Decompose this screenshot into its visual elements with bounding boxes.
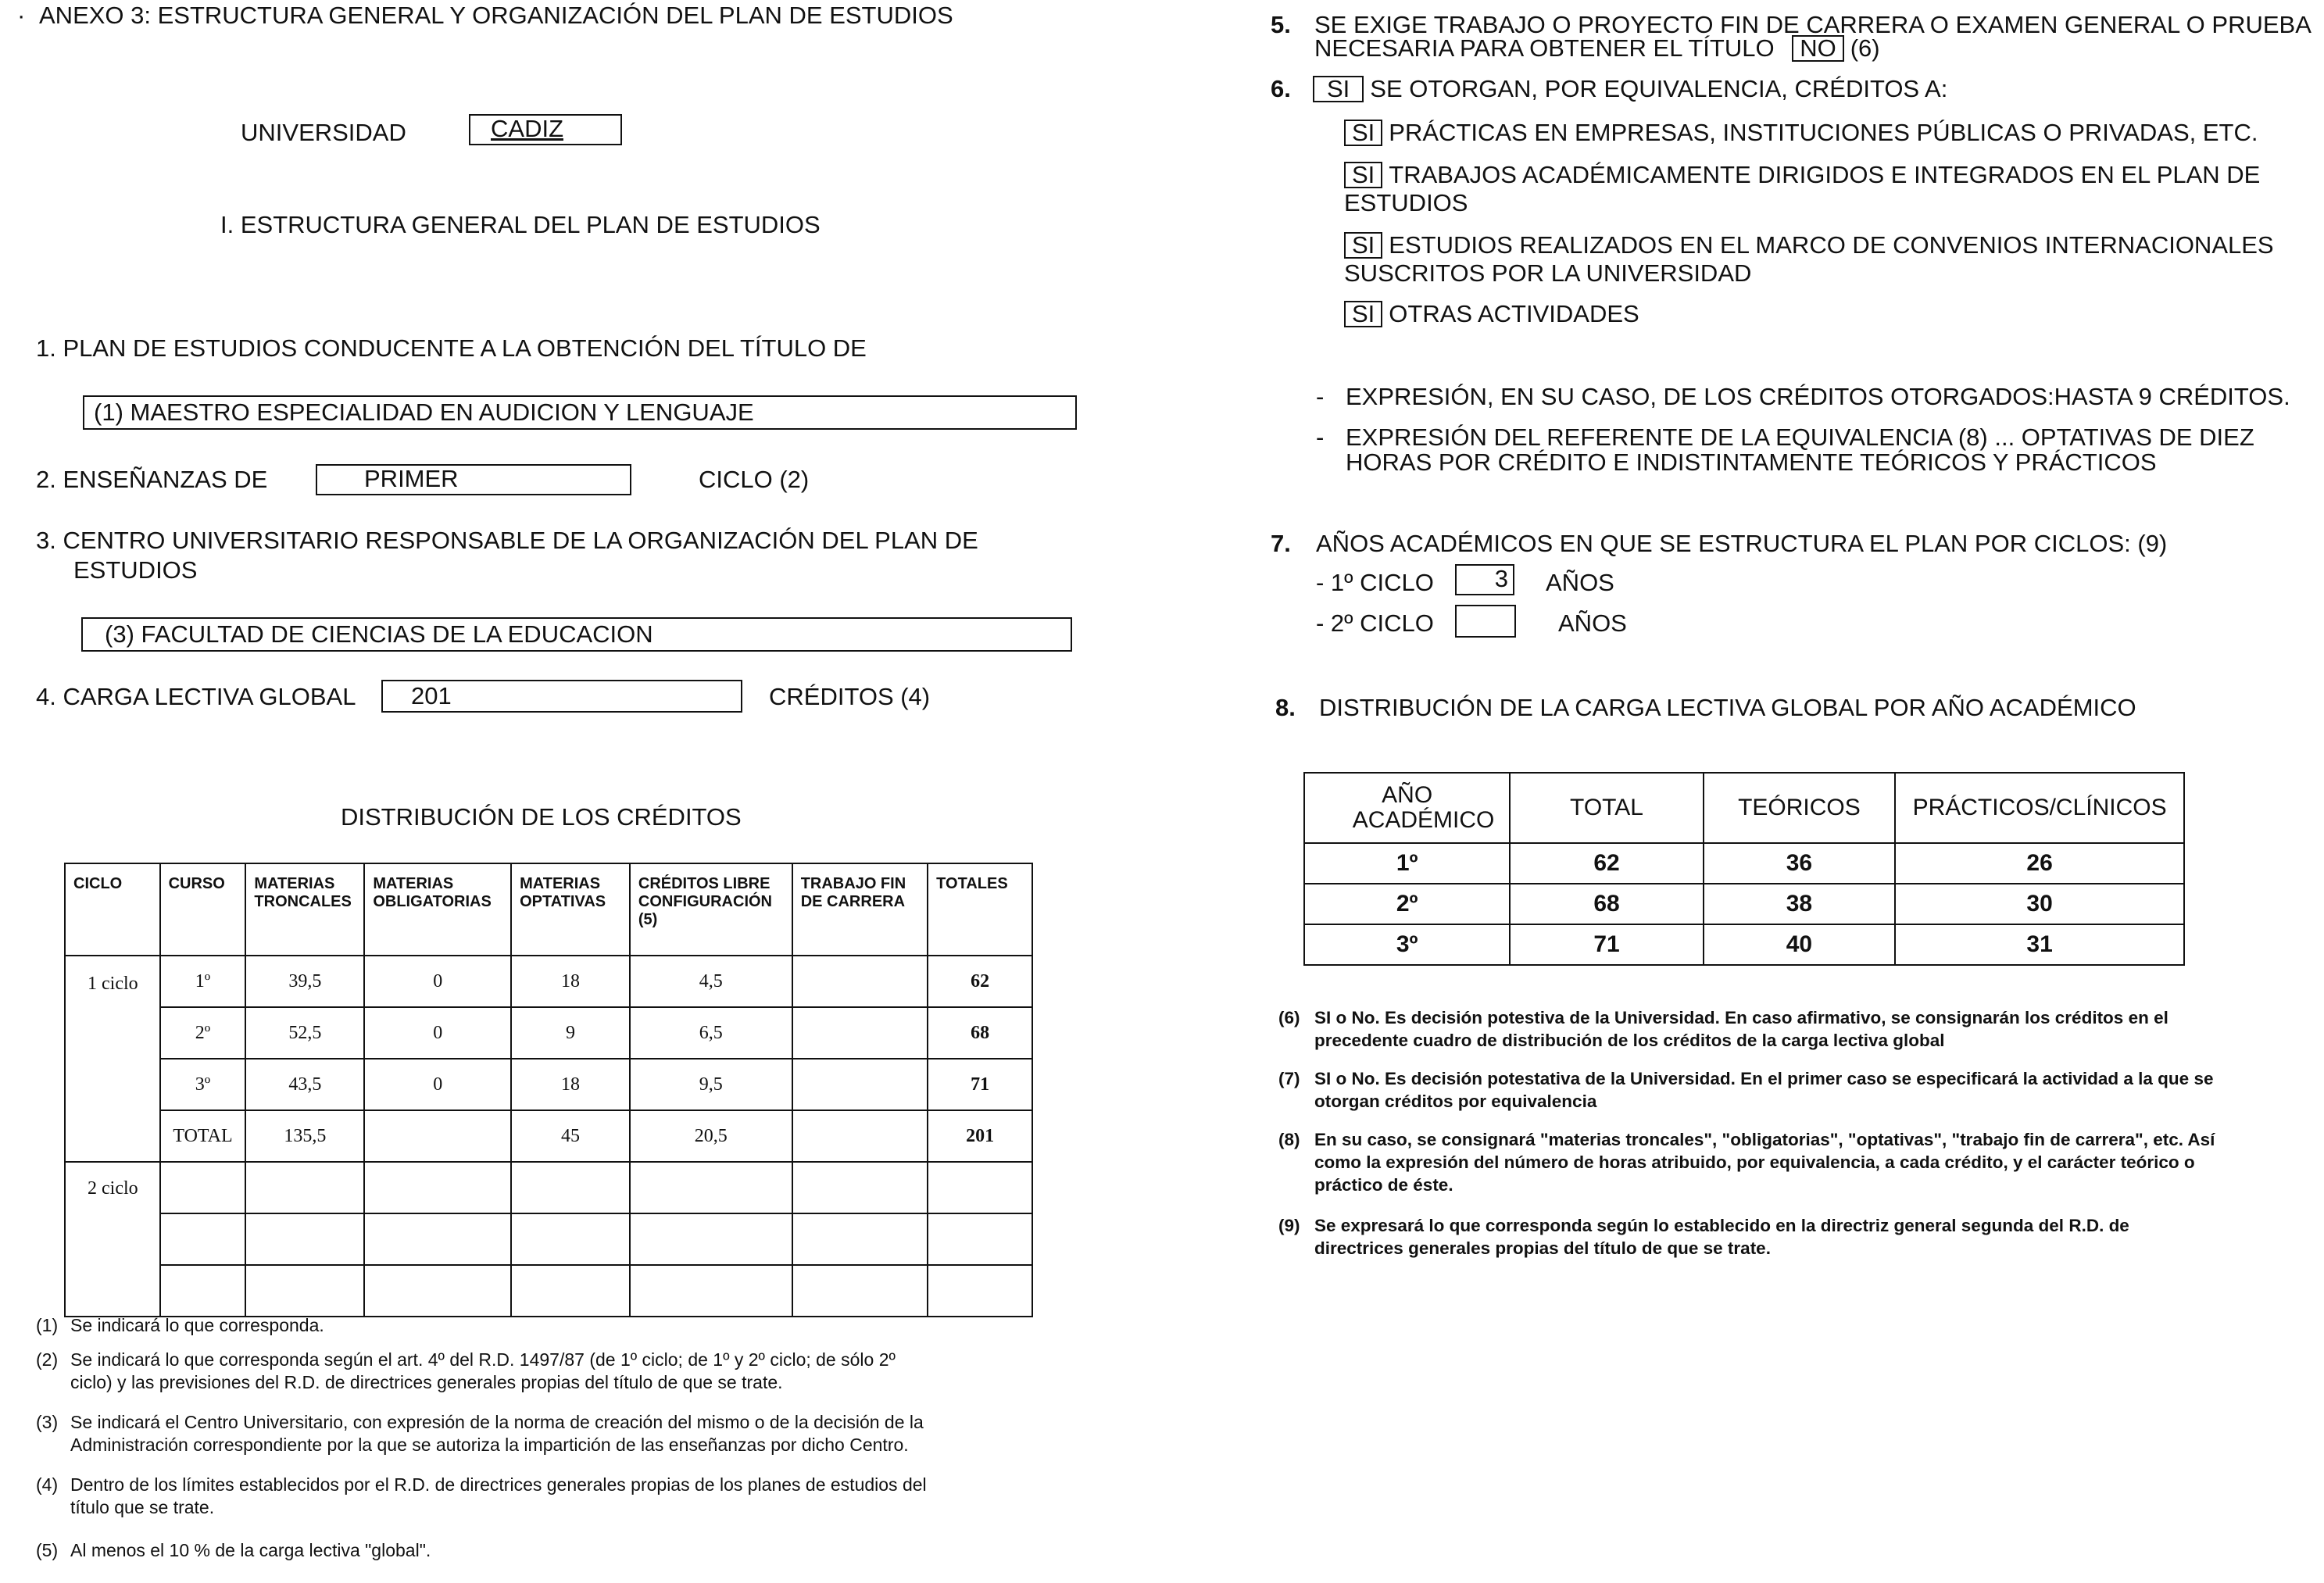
libre-cell: 20,5 [630, 1110, 792, 1162]
total-cell: 71 [1510, 924, 1703, 965]
empty-cell [364, 1265, 511, 1317]
table-row-total [65, 1110, 1032, 1162]
footnote-number: (2) [36, 1349, 59, 1370]
equivalence-value-box: SI [1344, 301, 1382, 327]
item3-label-line2: ESTUDIOS [73, 556, 198, 584]
obligatorias-cell: 0 [364, 956, 511, 1007]
troncales-cell: 52,5 [245, 1007, 364, 1059]
totales-cell: 201 [928, 1110, 1032, 1162]
empty-cell [245, 1213, 364, 1265]
university-label: UNIVERSIDAD [241, 119, 406, 146]
item6-line [1313, 75, 1947, 103]
center-field: (3) FACULTAD DE CIENCIAS DE LA EDUCACION [81, 617, 1072, 652]
equivalence-item [1344, 231, 2274, 259]
equivalence-value-box: SI [1344, 232, 1382, 259]
table-row [65, 1162, 1032, 1213]
annual-load-table [1303, 772, 2185, 966]
footnote-text: Se indicará lo que corresponda. [70, 1315, 324, 1335]
footnote-text: práctico de éste. [1314, 1175, 1453, 1195]
totales-cell: 62 [928, 956, 1032, 1007]
credits-field: 201 [381, 680, 742, 713]
bullet: - [1316, 423, 1325, 451]
item8-text: DISTRIBUCIÓN DE LA CARGA LECTIVA GLOBAL POR AÑO ACADÉMICO [1319, 694, 2136, 721]
ciclo1-cell: 1 ciclo [65, 956, 160, 1162]
empty-cell [511, 1265, 630, 1317]
troncales-cell: 39,5 [245, 956, 364, 1007]
header-libre-configuracion: CRÉDITOS LIBRE CONFIGURACIÓN (5) [630, 863, 792, 956]
equivalence-item-cont: SUSCRITOS POR LA UNIVERSIDAD [1344, 259, 1752, 287]
empty-cell [630, 1162, 792, 1213]
cycle1-label: - 1º CICLO [1316, 569, 1434, 596]
cycle-field: PRIMER [316, 464, 631, 495]
item1-label: 1. PLAN DE ESTUDIOS CONDUCENTE A LA OBTENCIÓN DEL TÍTULO DE [36, 334, 867, 362]
troncales-cell: 43,5 [245, 1059, 364, 1110]
item5-line1: SE EXIGE TRABAJO O PROYECTO FIN DE CARRERA O EXAMEN GENERAL O PRUEBA [1314, 11, 2311, 38]
totales-cell: 71 [928, 1059, 1032, 1110]
header-curso: CURSO [160, 863, 246, 956]
item8-number: 8. [1275, 694, 1296, 721]
item7-number: 7. [1271, 530, 1291, 557]
footnote-text: Se expresará lo que corresponda según lo establecido en la directriz general segunda del R.D. de [1314, 1216, 2129, 1235]
annex-title: ANEXO 3: ESTRUCTURA GENERAL Y ORGANIZACIÓN DEL PLAN DE ESTUDIOS [39, 2, 953, 29]
credits-distribution-table [64, 863, 1033, 1317]
anio-cell: 2º [1304, 884, 1510, 924]
practicos-cell: 31 [1895, 924, 2184, 965]
item6-text: SE OTORGAN, POR EQUIVALENCIA, CRÉDITOS A: [1370, 75, 1948, 102]
optativas-cell: 18 [511, 1059, 630, 1110]
footnote-number: (7) [1278, 1069, 1300, 1088]
empty-cell [792, 1265, 928, 1317]
header-trabajo-fin: TRABAJO FIN DE CARRERA [792, 863, 928, 956]
item5-footnote-ref: (6) [1850, 34, 1880, 62]
footnote-text: precedente cuadro de distribución de los créditos de la carga lectiva global [1314, 1031, 1945, 1050]
empty-cell [928, 1265, 1032, 1317]
footnote-number: (6) [1278, 1008, 1300, 1027]
header-teoricos: TEÓRICOS [1704, 773, 1896, 843]
header-ciclo: CICLO [65, 863, 160, 956]
anio-cell: 3º [1304, 924, 1510, 965]
empty-cell [511, 1213, 630, 1265]
cycle1-years-field: 3 [1455, 564, 1514, 595]
equivalence-text: ESTUDIOS REALIZADOS EN EL MARCO DE CONVENIOS INTERNACIONALES [1389, 231, 2274, 259]
final-project-required-box: NO [1792, 35, 1844, 62]
empty-cell [792, 1162, 928, 1213]
equivalence-reference-line1: EXPRESIÓN DEL REFERENTE DE LA EQUIVALENCIA (8) ... OPTATIVAS DE DIEZ [1346, 423, 2254, 451]
cycle2-years-field [1455, 605, 1516, 638]
footnote-number: (5) [36, 1540, 59, 1560]
table-row [65, 1007, 1032, 1059]
equivalence-item-cont: ESTUDIOS [1344, 189, 1468, 216]
empty-cell [928, 1162, 1032, 1213]
item5-text: NECESARIA PARA OBTENER EL TÍTULO [1314, 34, 1775, 62]
item7-text: AÑOS ACADÉMICOS EN QUE SE ESTRUCTURA EL PLAN POR CICLOS: (9) [1316, 530, 2168, 557]
header-totales: TOTALES [928, 863, 1032, 956]
table-row [65, 1213, 1032, 1265]
footnote-text: Al menos el 10 % de la carga lectiva "global". [70, 1540, 431, 1560]
item6-number: 6. [1271, 75, 1291, 102]
equivalence-text: PRÁCTICAS EN EMPRESAS, INSTITUCIONES PÚBLICAS O PRIVADAS, ETC. [1389, 119, 2258, 146]
empty-cell [511, 1162, 630, 1213]
item5-number: 5. [1271, 11, 1291, 38]
equivalence-text: OTRAS ACTIVIDADES [1389, 300, 1639, 327]
footnote-text: título que se trate. [70, 1497, 215, 1517]
title-field: (1) MAESTRO ESPECIALIDAD EN AUDICION Y LENGUAJE [83, 395, 1077, 430]
equivalence-item [1344, 119, 2258, 147]
total-cell: 68 [1510, 884, 1703, 924]
footnote-text: Administración correspondiente por la que se autoriza la impartición de las enseñanzas por dicho Centro. [70, 1435, 909, 1455]
empty-cell [245, 1162, 364, 1213]
curso-cell: TOTAL [160, 1110, 246, 1162]
libre-cell: 9,5 [630, 1059, 792, 1110]
footnote-number: (9) [1278, 1216, 1300, 1235]
optativas-cell: 45 [511, 1110, 630, 1162]
equivalence-credits-box: SI [1313, 76, 1364, 102]
header-practicos: PRÁCTICOS/CLÍNICOS [1895, 773, 2184, 843]
table-row [65, 1265, 1032, 1317]
anio-cell: 1º [1304, 843, 1510, 884]
empty-cell [160, 1162, 246, 1213]
equivalence-item [1344, 161, 2260, 189]
footnote-text: otorgan créditos por equivalencia [1314, 1092, 1597, 1111]
trabajo-cell [792, 956, 928, 1007]
header-troncales: MATERIAS TRONCALES [245, 863, 364, 956]
troncales-cell: 135,5 [245, 1110, 364, 1162]
section-title: I. ESTRUCTURA GENERAL DEL PLAN DE ESTUDIOS [220, 211, 821, 238]
cycle2-label: - 2º CICLO [1316, 609, 1434, 637]
item3-label-line1: 3. CENTRO UNIVERSITARIO RESPONSABLE DE LA ORGANIZACIÓN DEL PLAN DE [36, 527, 978, 554]
header-obligatorias: MATERIAS OBLIGATORIAS [364, 863, 511, 956]
item2-label: 2. ENSEÑANZAS DE [36, 466, 268, 493]
table-row [1304, 884, 2184, 924]
header-total: TOTAL [1510, 773, 1703, 843]
header-optativas: MATERIAS OPTATIVAS [511, 863, 630, 956]
empty-cell [928, 1213, 1032, 1265]
obligatorias-cell: 0 [364, 1059, 511, 1110]
table-row [1304, 843, 2184, 884]
footnote-text: SI o No. Es decisión potestativa de la Universidad. En el primer caso se especificará la actividad a la que se [1314, 1069, 2214, 1088]
empty-cell [245, 1265, 364, 1317]
footnote-text: En su caso, se consignará "materias troncales", "obligatorias", "optativas", "trabajo fin de carrera", etc. Así [1314, 1130, 2215, 1149]
item4-label: 4. CARGA LECTIVA GLOBAL [36, 683, 356, 710]
curso-cell: 2º [160, 1007, 246, 1059]
footnote-text: ciclo) y las previsiones del R.D. de directrices generales propias del título de que se trate. [70, 1372, 783, 1392]
empty-cell [630, 1265, 792, 1317]
total-cell: 62 [1510, 843, 1703, 884]
obligatorias-cell [364, 1110, 511, 1162]
empty-cell [160, 1265, 246, 1317]
item4-suffix: CRÉDITOS (4) [769, 683, 931, 710]
footnote-text: Se indicará lo que corresponda según el art. 4º del R.D. 1497/87 (de 1º ciclo; de 1º y 2º ciclo; de sólo 2º [70, 1349, 896, 1370]
bullet: - [1316, 383, 1325, 410]
footnote-number: (3) [36, 1412, 59, 1432]
cycle1-suffix: AÑOS [1546, 569, 1614, 596]
footnote-number: (8) [1278, 1130, 1300, 1149]
trabajo-cell [792, 1007, 928, 1059]
empty-cell [630, 1213, 792, 1265]
table-row [65, 956, 1032, 1007]
libre-cell: 4,5 [630, 956, 792, 1007]
footnote-text: directrices generales propias del título de que se trate. [1314, 1238, 1771, 1258]
teoricos-cell: 36 [1704, 843, 1896, 884]
item2-suffix: CICLO (2) [699, 466, 810, 493]
ciclo2-cell: 2 ciclo [65, 1162, 160, 1317]
table-row [1304, 924, 2184, 965]
equivalence-text: TRABAJOS ACADÉMICAMENTE DIRIGIDOS E INTEGRADOS EN EL PLAN DE [1389, 161, 2261, 188]
annex-title-bullet: · [17, 2, 26, 29]
totales-cell: 68 [928, 1007, 1032, 1059]
obligatorias-cell: 0 [364, 1007, 511, 1059]
trabajo-cell [792, 1110, 928, 1162]
university-field: CADIZ [469, 114, 622, 145]
libre-cell: 6,5 [630, 1007, 792, 1059]
header-anio [1304, 773, 1510, 843]
optativas-cell: 18 [511, 956, 630, 1007]
empty-cell [364, 1213, 511, 1265]
footnote-number: (1) [36, 1315, 59, 1335]
footnote-number: (4) [36, 1474, 59, 1495]
credits-expression: EXPRESIÓN, EN SU CASO, DE LOS CRÉDITOS OTORGADOS:HASTA 9 CRÉDITOS. [1346, 383, 2290, 410]
trabajo-cell [792, 1059, 928, 1110]
table-row [65, 1059, 1032, 1110]
curso-cell: 1º [160, 956, 246, 1007]
equivalence-item [1344, 300, 1639, 328]
item5-line2 [1314, 34, 1880, 63]
empty-cell [364, 1162, 511, 1213]
distribution-title: DISTRIBUCIÓN DE LOS CRÉDITOS [341, 803, 742, 831]
cycle2-suffix: AÑOS [1558, 609, 1627, 637]
teoricos-cell: 40 [1704, 924, 1896, 965]
footnote-text: Se indicará el Centro Universitario, con expresión de la norma de creación del mismo o de la decisión de la [70, 1412, 924, 1432]
practicos-cell: 30 [1895, 884, 2184, 924]
equivalence-value-box: SI [1344, 120, 1382, 146]
equivalence-reference-line2: HORAS POR CRÉDITO E INDISTINTAMENTE TEÓRICOS Y PRÁCTICOS [1346, 448, 2157, 476]
equivalence-value-box: SI [1344, 162, 1382, 188]
curso-cell: 3º [160, 1059, 246, 1110]
footnote-text: SI o No. Es decisión potestiva de la Universidad. En caso afirmativo, se consignarán los créditos en el [1314, 1008, 2168, 1027]
empty-cell [792, 1213, 928, 1265]
empty-cell [160, 1213, 246, 1265]
practicos-cell: 26 [1895, 843, 2184, 884]
teoricos-cell: 38 [1704, 884, 1896, 924]
footnote-text: Dentro de los límites establecidos por el R.D. de directrices generales propias de los planes de estudios del [70, 1474, 927, 1495]
optativas-cell: 9 [511, 1007, 630, 1059]
header-anio-text: AÑO ACADÉMICO [1352, 782, 1495, 833]
footnote-text: como la expresión del número de horas atribuido, por equivalencia, a cada crédito, y el carácter teórico o [1314, 1152, 2195, 1172]
